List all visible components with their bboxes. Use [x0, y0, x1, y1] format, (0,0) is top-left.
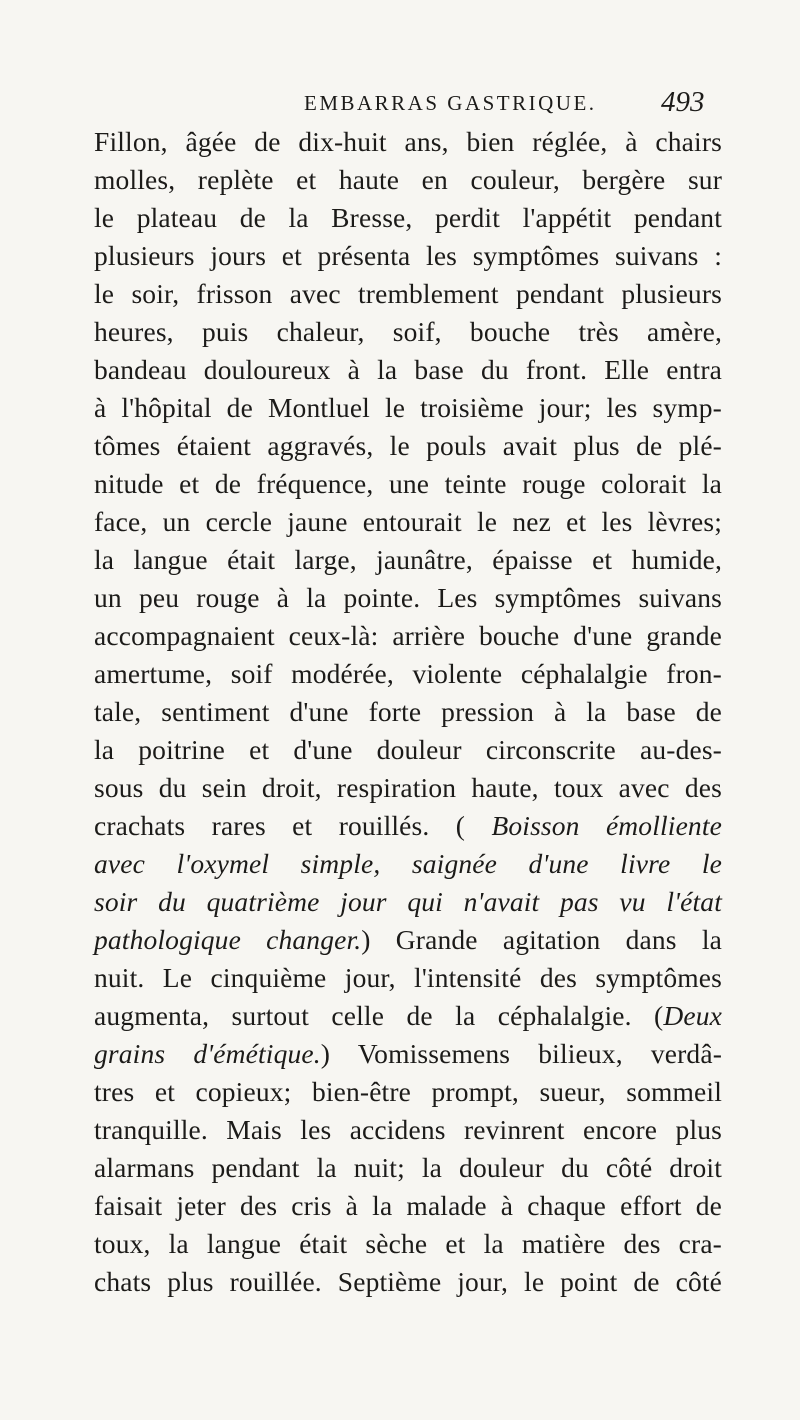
text-line: [94, 579, 722, 617]
text-line: [94, 617, 722, 655]
text-segment: sous du sein droit, respiration haute, toux avec des: [94, 772, 722, 803]
text-segment: tale, sentiment d'une forte pression à la base de: [94, 696, 722, 727]
text-line: [94, 199, 722, 237]
italic-text-segment: Deux: [663, 1000, 722, 1031]
text-segment: à l'hôpital de Montluel le troisième jour; les symp-: [94, 392, 722, 423]
text-segment: amertume, soif modérée, violente céphalalgie fron-: [94, 658, 722, 689]
text-segment: le plateau de la Bresse, perdit l'appétit pendant: [94, 202, 722, 233]
text-line: [94, 655, 722, 693]
text-line: [94, 731, 722, 769]
text-line: [94, 921, 722, 959]
text-segment: face, un cercle jaune entourait le nez et les lèvres;: [94, 506, 722, 537]
text-segment: nitude et de fréquence, une teinte rouge colorait la: [94, 468, 722, 499]
text-line: [94, 351, 722, 389]
text-segment: Fillon, âgée de dix-huit ans, bien réglée, à chairs: [94, 126, 722, 157]
text-line: [94, 1263, 722, 1301]
text-line: [94, 275, 722, 313]
text-segment: nuit. Le cinquième jour, l'intensité des symptômes: [94, 962, 722, 993]
text-segment: tômes étaient aggravés, le pouls avait plus de plé-: [94, 430, 722, 461]
text-line: [94, 313, 722, 351]
text-segment: molles, replète et haute en couleur, bergère sur: [94, 164, 722, 195]
text-segment: crachats rares et rouillés. (: [94, 810, 492, 841]
text-line: [94, 541, 722, 579]
text-segment: augmenta, surtout celle de la céphalalgie. (: [94, 1000, 664, 1031]
text-line: [94, 1035, 722, 1073]
text-segment: bandeau douloureux à la base du front. Elle entra: [94, 354, 722, 385]
text-segment: tranquille. Mais les accidens revinrent encore plus: [94, 1114, 722, 1145]
text-segment: un peu rouge à la pointe. Les symptômes suivans: [94, 582, 722, 613]
text-segment: ) Vomissemens bilieux, verdâ-: [320, 1038, 722, 1069]
text-line: [94, 769, 722, 807]
italic-text-segment: avec l'oxymel simple, saignée d'une livre le: [94, 848, 722, 879]
text-line: [94, 807, 722, 845]
body-text: [94, 123, 722, 1301]
running-title: EMBARRAS GASTRIQUE.: [304, 91, 597, 115]
text-line: [94, 1225, 722, 1263]
text-line: [94, 959, 722, 997]
text-segment: accompagnaient ceux-là: arrière bouche d'une grande: [94, 620, 722, 651]
page-number: 493: [661, 86, 705, 118]
text-segment: le soir, frisson avec tremblement pendant plusieurs: [94, 278, 722, 309]
italic-text-segment: pathologique changer.: [94, 924, 362, 955]
text-line: [94, 1073, 722, 1111]
running-head: [94, 88, 722, 122]
italic-text-segment: soir du quatrième jour qui n'avait pas vu l'état: [94, 886, 722, 917]
text-line: [94, 997, 722, 1035]
text-line: [94, 161, 722, 199]
text-segment: faisait jeter des cris à la malade à chaque effort de: [94, 1190, 722, 1221]
text-segment: chats plus rouillée. Septième jour, le point de côté: [94, 1266, 722, 1297]
text-segment: heures, puis chaleur, soif, bouche très amère,: [94, 316, 722, 347]
text-segment: la poitrine et d'une douleur circonscrite au-des-: [94, 734, 722, 765]
italic-text-segment: grains d'émétique.: [94, 1038, 321, 1069]
text-line: [94, 1111, 722, 1149]
text-line: [94, 237, 722, 275]
text-segment: tres et copieux; bien-être prompt, sueur, sommeil: [94, 1076, 722, 1107]
text-line: [94, 1187, 722, 1225]
text-line: [94, 845, 722, 883]
text-segment: la langue était large, jaunâtre, épaisse et humide,: [94, 544, 722, 575]
text-segment: plusieurs jours et présenta les symptômes suivans :: [94, 240, 722, 271]
text-line: [94, 693, 722, 731]
text-line: [94, 883, 722, 921]
text-line: [94, 465, 722, 503]
text-line: [94, 123, 722, 161]
text-segment: toux, la langue était sèche et la matière des cra-: [94, 1228, 722, 1259]
text-segment: ) Grande agitation dans la: [361, 924, 722, 955]
text-line: [94, 427, 722, 465]
text-line: [94, 389, 722, 427]
italic-text-segment: Boisson émolliente: [491, 810, 722, 841]
text-line: [94, 503, 722, 541]
text-segment: alarmans pendant la nuit; la douleur du côté droit: [94, 1152, 722, 1183]
text-line: [94, 1149, 722, 1187]
